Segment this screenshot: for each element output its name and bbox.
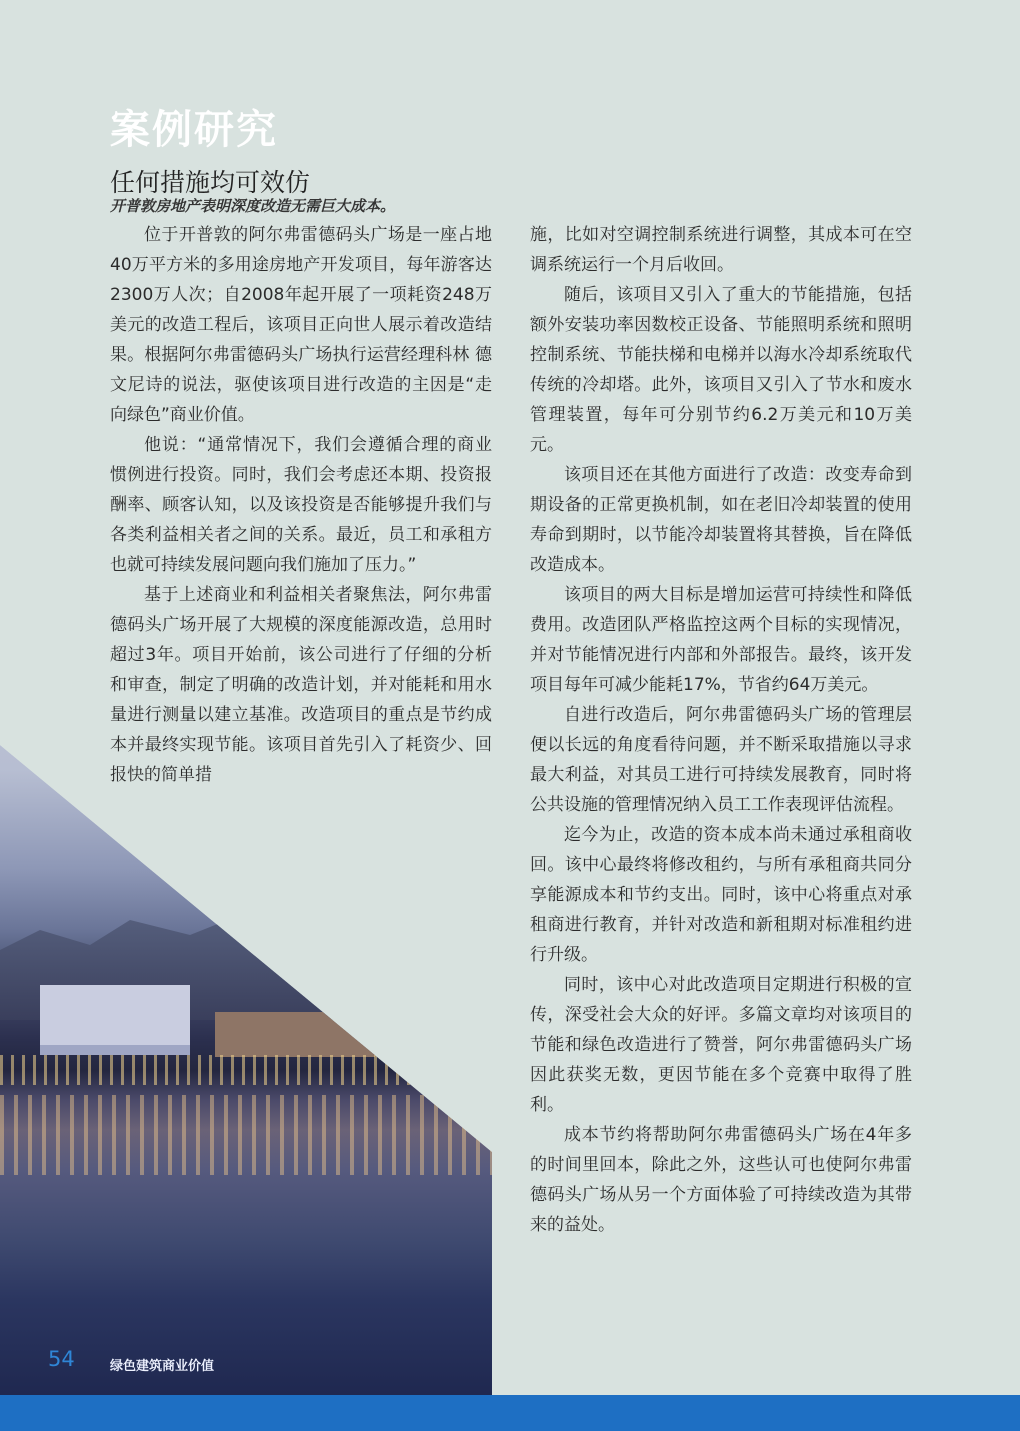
paragraph: 该项目的两大目标是增加运营可持续性和降低费用。改造团队严格监控这两个目标的实现情况，并对节能情况进行内部和外部报告。最终，该开发项目每年可减少能耗17%，节省约64万美元。 xyxy=(530,585,912,695)
paragraph: 同时，该中心对此改造项目定期进行积极的宣传，深受社会大众的好评。多篇文章均对该项目的节能和绿色改造进行了赞誉，阿尔弗雷德码头广场因此获奖无数，更因节能在多个竞赛中取得了胜利。 xyxy=(530,975,912,1115)
paragraph: 成本节约将帮助阿尔弗雷德码头广场在4年多的时间里回本，除此之外，这些认可也使阿尔弗雷德码头广场从另一个方面体验了可持续改造为其带来的益处。 xyxy=(530,1125,912,1235)
paragraph: 他说：“通常情况下，我们会遵循合理的商业惯例进行投资。同时，我们会考虑还本期、投资报酬率、顾客认知，以及该投资是否能够提升我们与各类利益相关者之间的关系。最近，员工和承租方也就可持续发展问题向我们施加了压力。” xyxy=(110,435,492,575)
paragraph: 该项目还在其他方面进行了改造：改变寿命到期设备的正常更换机制，如在老旧冷却装置的使用寿命到期时，以节能冷却装置将其替换，旨在降低改造成本。 xyxy=(530,465,912,575)
paragraph-continuation: 施，比如对空调控制系统进行调整，其成本可在空调系统运行一个月后收回。 xyxy=(530,225,912,275)
page-number: 54 xyxy=(48,1347,75,1371)
article-headline: 任何措施均可效仿 xyxy=(110,168,311,197)
paragraph: 迄今为止，改造的资本成本尚未通过承租商收回。该中心最终将修改租约，与所有承租商共同分享能源成本和节约支出。同时，该中心将重点对承租商进行教育，并针对改造和新租期对标准租约进行升级。 xyxy=(530,825,912,965)
left-column xyxy=(110,220,492,790)
paragraph: 基于上述商业和利益相关者聚焦法，阿尔弗雷德码头广场开展了大规模的深度能源改造，总用时超过3年。项目开始前，该公司进行了仔细的分析和审查，制定了明确的改造计划，并对能耗和用水量进行测量以建立基准。改造项目的重点是节约成本并最终实现节能。该项目首先引入了耗资少、回报快的简单措 xyxy=(110,585,492,785)
paragraph: 随后，该项目又引入了重大的节能措施，包括额外安装功率因数校正设备、节能照明系统和照明控制系统、节能扶梯和电梯并以海水冷却系统取代传统的冷却塔。此外，该项目又引入了节水和废水管理装置，每年可分别节约6.2万美元和10万美元。 xyxy=(530,285,912,455)
publication-title: 绿色建筑商业价值 xyxy=(110,1359,215,1374)
article-subtitle: 开普敦房地产表明深度改造无需巨大成本。 xyxy=(110,197,396,215)
bottom-accent-bar xyxy=(0,1395,1020,1431)
paragraph: 自进行改造后，阿尔弗雷德码头广场的管理层便以长远的角度看待问题，并不断采取措施以寻求最大利益，对其员工进行可持续发展教育，同时将公共设施的管理情况纳入员工工作表现评估流程。 xyxy=(530,705,912,815)
paragraph: 位于开普敦的阿尔弗雷德码头广场是一座占地40万平方米的多用途房地产开发项目，每年游客达2300万人次；自2008年起开展了一项耗资248万美元的改造工程后，该项目正向世人展示着改造结果。根据阿尔弗雷德码头广场执行运营经理科林 德文尼诗的说法，驱使该项目进行改造的主因是“走向绿色”商业价值。 xyxy=(110,225,492,425)
section-title: 案例研究 xyxy=(110,107,278,153)
right-column xyxy=(530,220,912,1240)
